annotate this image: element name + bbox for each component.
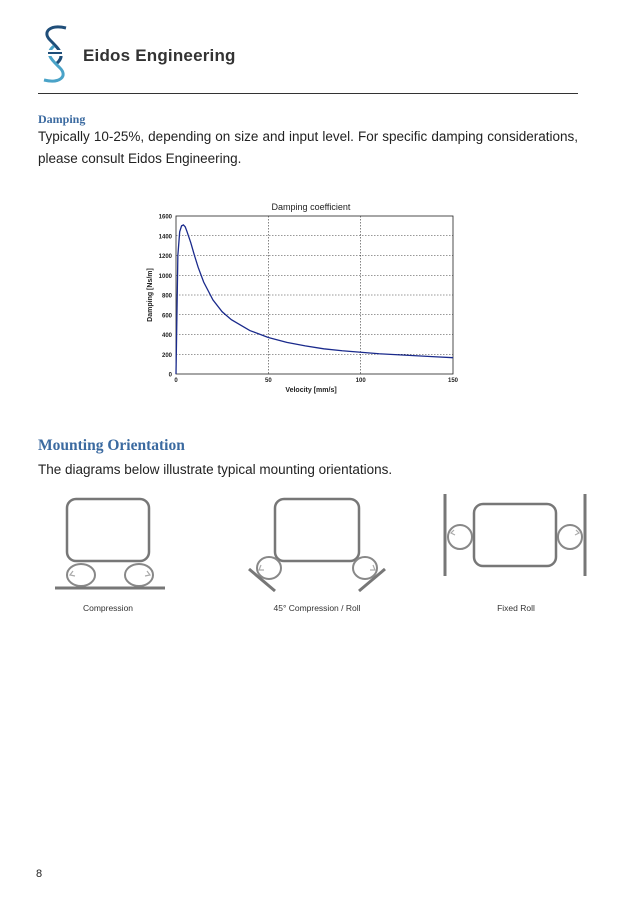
caption-compression: Compression: [82, 603, 134, 613]
y-tick-label: 1400: [158, 234, 172, 241]
compression-roll-45-diagram: [247, 495, 387, 595]
y-tick-label: 400: [161, 333, 172, 339]
eidos-s-logo-icon: [40, 22, 70, 86]
company-name: Eidos Engineering: [83, 46, 236, 65]
chart-xlabel: Velocity [mm/s]: [285, 387, 337, 394]
y-tick-label: 1200: [158, 254, 172, 260]
chart-ticks: [159, 215, 459, 385]
y-tick-label: 800: [161, 293, 172, 300]
caption-fixed-roll: Fixed Roll: [497, 603, 535, 613]
chart-grid: [176, 216, 453, 374]
x-tick-label: 50: [264, 378, 272, 384]
y-tick-label: 1600: [158, 214, 172, 221]
damping-body: Typically 10-25%, depending on size and input level. For specific damping considerations, please consult Eidos Engineering.: [38, 129, 578, 166]
fixed-roll-diagram: [440, 492, 590, 582]
y-tick-label: 1000: [158, 273, 172, 280]
damping-heading: Damping: [38, 112, 86, 126]
y-tick-label: 0: [168, 372, 172, 379]
x-tick-label: 100: [355, 378, 366, 384]
y-tick-label: 200: [161, 352, 172, 359]
y-tick-label: 600: [161, 313, 172, 320]
page-number: 8: [36, 868, 43, 880]
mounting-body: The diagrams below illustrate typical mounting orientations.: [38, 462, 393, 477]
chart-title: Damping coefficient: [271, 202, 351, 212]
damping-chart: [130, 196, 470, 402]
mounting-heading: Mounting Orientation: [38, 437, 185, 454]
x-tick-label: 150: [447, 378, 459, 384]
compression-diagram: [55, 495, 165, 595]
x-tick-label: 0: [174, 378, 178, 384]
header-rule: [38, 93, 578, 94]
caption-compression-roll-45: 45° Compression / Roll: [273, 603, 361, 613]
chart-ylabel: Damping [Ns/m]: [147, 268, 154, 322]
damping-series-line: [176, 225, 453, 374]
